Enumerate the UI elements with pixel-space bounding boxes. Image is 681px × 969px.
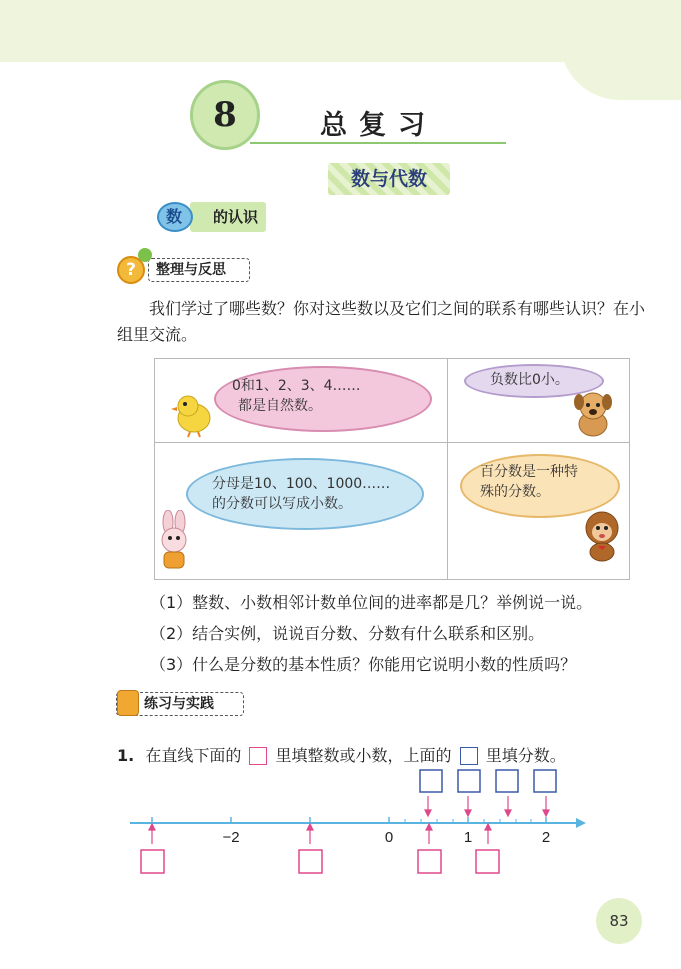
pink-square-icon (249, 747, 267, 765)
answer-box-top[interactable] (458, 770, 480, 792)
bubble-text-decimal (212, 474, 390, 514)
answer-box-top[interactable] (496, 770, 518, 792)
blue-square-icon (460, 747, 478, 765)
bubble-text-negative (490, 370, 569, 390)
question-3: （3）什么是分数的基本性质？你能用它说明小数的性质吗？ (150, 655, 577, 674)
section-heading-practice: 练习与实践 (144, 696, 214, 712)
grid-divider-vertical (447, 358, 448, 580)
question-icon: ? (117, 256, 145, 284)
bubble-text-natural (232, 376, 361, 416)
top-band-corner (560, 0, 681, 100)
tick-label-2: 2 (541, 829, 551, 846)
chapter-title: 总复习 (320, 110, 437, 141)
bubble-line: 负数比0小。 (490, 372, 569, 388)
puppy-icon (568, 388, 618, 438)
rabbit-icon (152, 510, 198, 572)
question-1: （1）整数、小数相邻计数单位间的进率都是几？举例说一说。 (150, 593, 593, 612)
exercise-text-part1: 在直线下面的 (145, 745, 242, 765)
bubble-line: 的分数可以写成小数。 (212, 496, 352, 512)
chick-icon (168, 392, 218, 438)
bubble-line: 0和1、2、3、4…… (232, 378, 361, 394)
exercise-number: 1. (117, 745, 135, 765)
bubble-text-percent (480, 462, 578, 502)
answer-box-bottom[interactable] (418, 850, 441, 873)
pencil-cup-icon (117, 690, 139, 716)
page-number: 83 (609, 912, 629, 930)
question-2: （2）结合实例，说说百分数、分数有什么联系和区别。 (150, 624, 545, 643)
exercise-text-part3: 里填分数。 (485, 745, 566, 765)
title-underline (250, 142, 506, 144)
section-heading-review: 整理与反思 (156, 262, 226, 278)
intro-paragraph: 我们学过了哪些数？你对这些数以及它们之间的联系有哪些认识？在小组里交流。 (117, 299, 646, 344)
bubble-line: 分母是10、100、1000…… (212, 476, 391, 492)
tick-label-1: 1 (463, 829, 473, 846)
chapter-subtitle: 数与代数 (350, 168, 427, 190)
chapter-number: 8 (213, 95, 237, 135)
answer-box-top[interactable] (420, 770, 442, 792)
bubble-line: 百分数是一种特 (480, 464, 578, 480)
bubble-line: 殊的分数。 (480, 484, 550, 500)
grid-divider-horizontal (154, 442, 630, 443)
monkey-icon (578, 508, 626, 562)
bubble-line: 都是自然数。 (238, 398, 322, 414)
answer-box-top[interactable] (534, 770, 556, 792)
exercise-text-part2: 里填整数或小数，上面的 (275, 745, 452, 765)
tick-label-neg2: −2 (222, 829, 240, 846)
tick-label-0: 0 (384, 829, 394, 846)
section-heading-number-recognition (190, 202, 266, 232)
answer-box-bottom[interactable] (476, 850, 499, 873)
answer-box-bottom[interactable] (141, 850, 164, 873)
number-line (120, 766, 600, 878)
answer-box-bottom[interactable] (299, 850, 322, 873)
section-heading-bubble: 数 (166, 207, 183, 226)
exercise-1-prompt (117, 742, 566, 769)
section-heading-rest: 的认识 (213, 208, 259, 226)
